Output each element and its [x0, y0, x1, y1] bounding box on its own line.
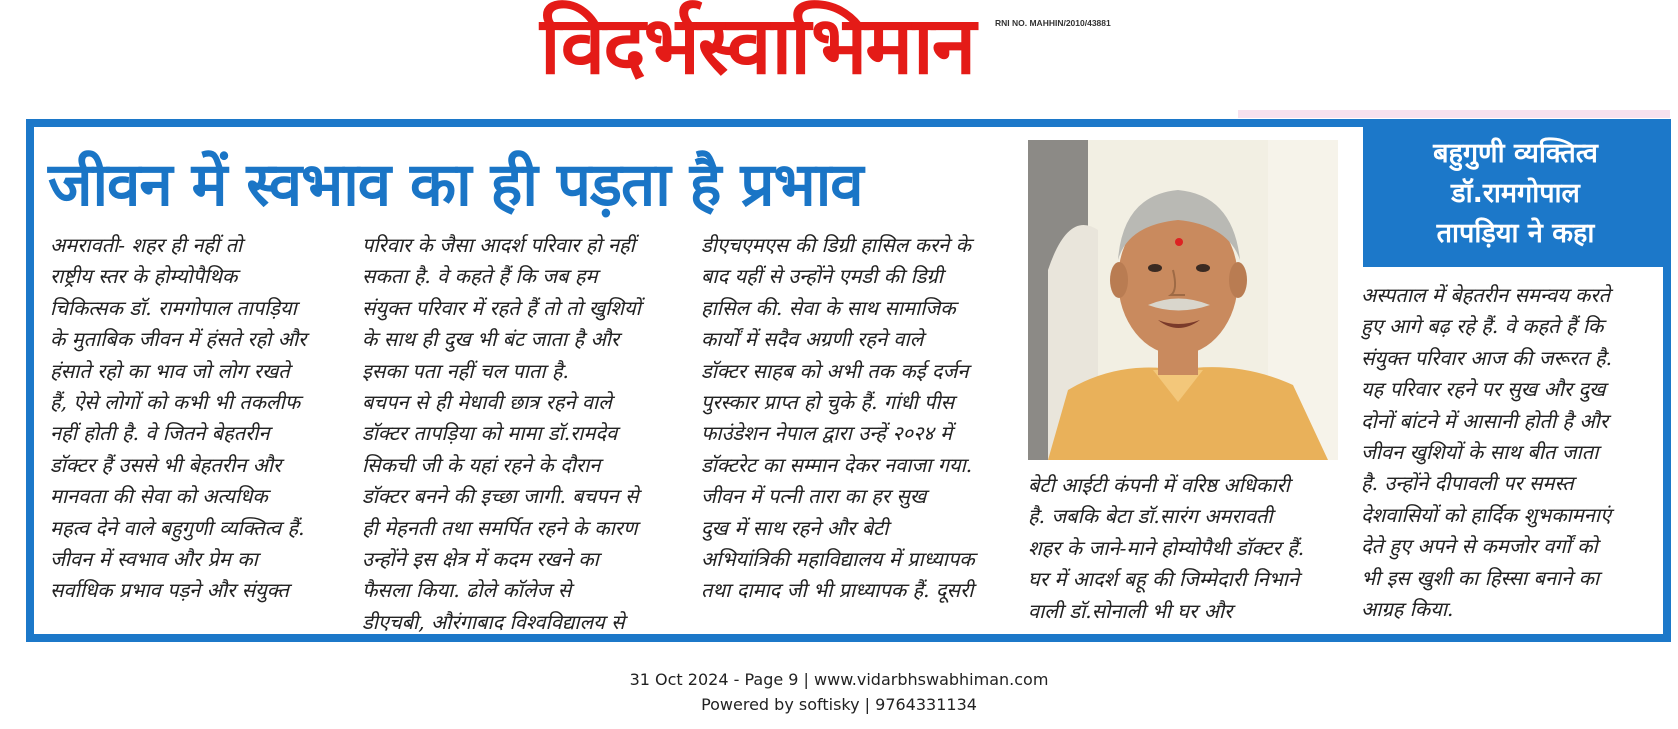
column-line: मानवता की सेवा को अत्यधिक	[50, 484, 268, 509]
column-line: डॉक्टर साहब को अभी तक कई दर्जन	[701, 358, 969, 383]
footer-date-page-url: 31 Oct 2024 - Page 9 | www.vidarbhswabhiman.com	[629, 670, 1049, 689]
column-line: संयुक्त परिवार में रहते हैं तो तो खुशियों	[362, 295, 641, 320]
article-column-3	[701, 230, 1001, 607]
column-line: जीवन में स्वभाव और प्रेम का	[50, 547, 258, 572]
column-line: हुए आगे बढ़ रहे हैं. वे कहते हैं कि	[1361, 314, 1604, 339]
column-line: है. उन्होंने दीपावली पर समस्त	[1361, 471, 1574, 496]
column-line: दोनों बांटने में आसानी होती है और	[1361, 408, 1609, 433]
column-line: राष्ट्रीय स्तर के होम्योपैथिक	[50, 264, 238, 289]
portrait-illustration	[1028, 140, 1338, 460]
column-line: डीएचएमएस की डिग्री हासिल करने के	[701, 233, 971, 257]
article-column-1	[50, 230, 342, 607]
column-line: बेटी आईटी कंपनी में वरिष्ठ अधिकारी	[1028, 473, 1290, 497]
column-line: अस्पताल में बेहतरीन समन्वय करते	[1361, 283, 1610, 307]
column-line: तथा दामाद जी भी प्राध्यापक हैं. दूसरी	[701, 578, 974, 603]
article-column-2	[362, 230, 672, 638]
column-line: डीएचबी, औरंगाबाद विश्वविद्यालय से	[362, 609, 625, 634]
column-line: कार्यों में सदैव अग्रणी रहने वाले	[701, 327, 924, 352]
column-line: सर्वाधिक प्रभाव पड़ने और संयुक्त	[50, 578, 289, 603]
photo-caption-column	[1028, 470, 1338, 627]
column-line: के मुताबिक जीवन में हंसते रहो और	[50, 327, 307, 352]
column-line: नहीं होती है. वे जितने बेहतरीन	[50, 421, 270, 446]
sidebar-heading-line: डॉ.रामगोपाल	[1451, 178, 1580, 209]
column-line: इसका पता नहीं चल पाता है.	[362, 358, 569, 383]
portrait-photo	[1028, 140, 1338, 460]
column-line: अभियांत्रिकी महाविद्यालय में प्राध्यापक	[701, 547, 975, 572]
column-line: डॉक्टर हैं उससे भी बेहतरीन और	[50, 452, 282, 477]
rni-number: RNI NO. MAHHIN/2010/43881	[995, 18, 1111, 28]
column-line: डॉक्टर बनने की इच्छा जागी. बचपन से	[362, 484, 639, 509]
footer-powered-by: Powered by softisky | 9764331134	[701, 695, 977, 714]
column-line: हासिल की. सेवा के साथ सामाजिक	[701, 295, 956, 320]
masthead	[540, 2, 1140, 110]
column-line: देते हुए अपने से कमजोर वर्गों को	[1361, 534, 1598, 559]
masthead-title: विदर्भस्वाभिमान	[540, 0, 975, 92]
article-column-5	[1361, 280, 1661, 625]
column-line: सकता है. वे कहते हैं कि जब हम	[362, 264, 598, 289]
column-line: घर में आदर्श बहू की जिम्मेदारी निभाने	[1028, 567, 1300, 592]
column-line: बचपन से ही मेधावी छात्र रहने वाले	[362, 390, 612, 415]
column-line: फाउंडेशन नेपाल द्वारा उन्हें २०२४ में	[701, 421, 953, 446]
column-line: देशवासियों को हार्दिक शुभकामनाएं	[1361, 502, 1612, 527]
column-line: यह परिवार रहने पर सुख और दुख	[1361, 377, 1606, 402]
column-line: ही मेहनती तथा समर्पित रहने के कारण	[362, 515, 638, 540]
column-line: उन्होंने इस क्षेत्र में कदम रखने का	[362, 547, 599, 572]
column-line: डॉक्टर तापड़िया को मामा डॉ.रामदेव	[362, 421, 618, 446]
column-line: बाद यहीं से उन्होंने एमडी की डिग्री	[701, 264, 943, 289]
column-line: दुख में साथ रहने और बेटी	[701, 515, 889, 540]
column-line: परिवार के जैसा आदर्श परिवार हो नहीं	[362, 233, 635, 257]
column-line: भी इस खुशी का हिस्सा बनाने का	[1361, 565, 1600, 590]
column-line: आग्रह किया.	[1361, 597, 1454, 622]
column-line: डॉक्टरेट का सम्मान देकर नवाजा गया.	[701, 452, 973, 477]
column-line: शहर के जाने-माने होम्योपैथी डॉक्टर हैं.	[1028, 535, 1305, 560]
sidebar-heading-line: तापड़िया ने कहा	[1436, 218, 1595, 249]
column-line: महत्व देने वाले बहुगुणी व्यक्तित्व हैं.	[50, 515, 305, 540]
column-line: के साथ ही दुख भी बंट जाता है और	[362, 327, 620, 352]
article-headline: जीवन में स्वभाव का ही पड़ता है प्रभाव	[48, 150, 863, 220]
sidebar-heading-line: बहुगुणी व्यक्तित्व	[1433, 138, 1598, 169]
column-line: फैसला किया. ढोले कॉलेज से	[362, 578, 572, 603]
sidebar-heading-box	[1363, 126, 1668, 267]
column-line: जीवन खुशियों के साथ बीत जाता	[1361, 440, 1599, 465]
column-line: है. जबकि बेटा डॉ.सारंग अमरावती	[1028, 504, 1273, 529]
column-line: वाली डॉ.सोनाली भी घर और	[1028, 598, 1233, 623]
column-line: पुरस्कार प्राप्त हो चुके हैं. गांधी पीस	[701, 390, 955, 415]
column-line: हंसाते रहो का भाव जो लोग रखते	[50, 358, 290, 383]
column-line: अमरावती- शहर ही नहीं तो	[50, 233, 243, 257]
column-line: हैं, ऐसे लोगों को कभी भी तकलीफ	[50, 390, 301, 415]
column-line: जीवन में पत्नी तारा का हर सुख	[701, 484, 927, 509]
column-line: सिकची जी के यहां रहने के दौरान	[362, 452, 601, 477]
column-line: संयुक्त परिवार आज की जरूरत है.	[1361, 345, 1612, 370]
decorative-strip	[1238, 110, 1670, 118]
column-line: चिकित्सक डॉ. रामगोपाल तापड़िया	[50, 295, 297, 320]
